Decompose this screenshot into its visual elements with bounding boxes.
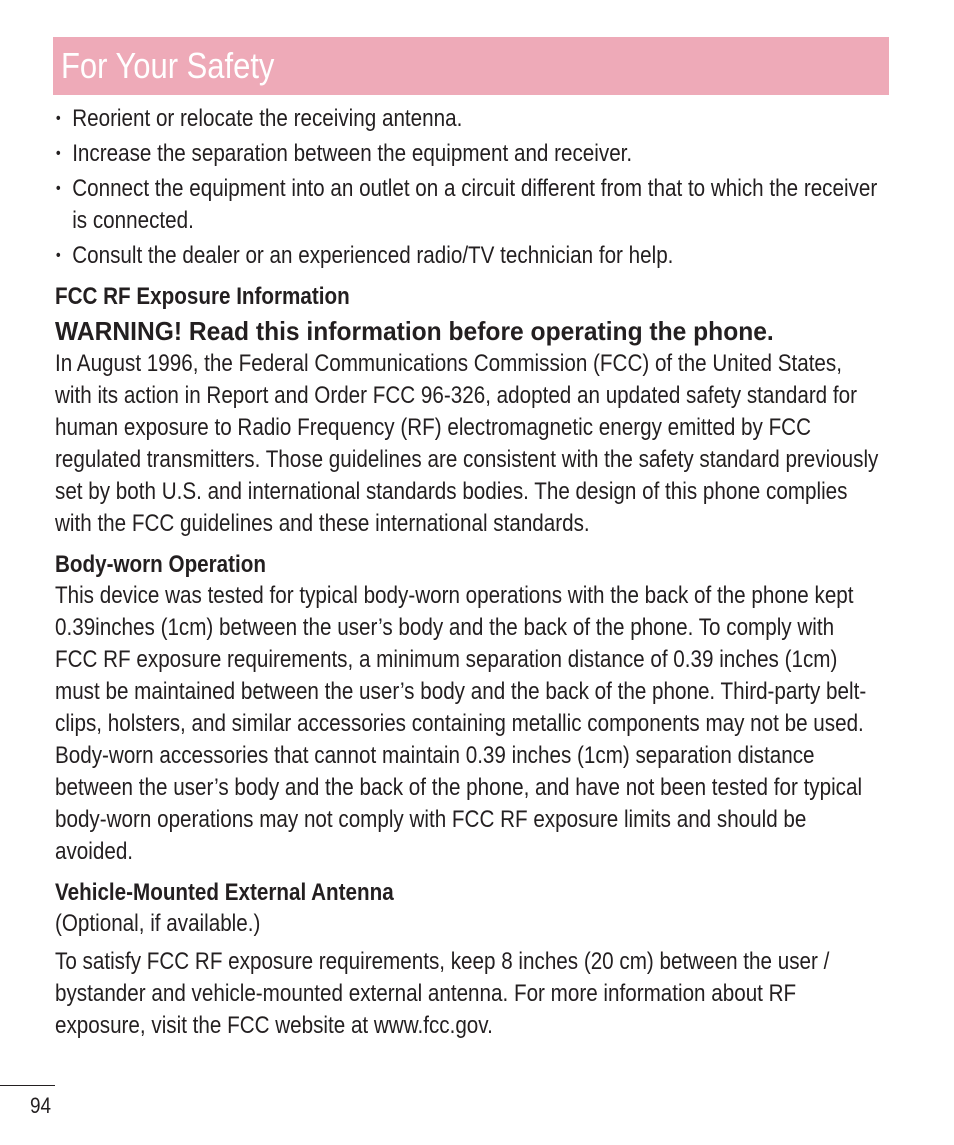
bullet-icon: • [55,110,61,127]
bullet-icon: • [55,145,61,162]
fcc-paragraph: In August 1996, the Federal Communications Commission (FCC) of the United States, with its action in Report and Order FCC 96-326, adopted an updated safety standard for human exposure to Radio Frequency (RF) electromagnetic energy emitted by FCC regulated transmitters. Those guidelines are consistent with the safety standard previously set by both U.S. and international standards bodies. The design of this phone complies with the FCC guidelines and these international standards. [55,350,879,537]
body-worn-paragraph: This device was tested for typical body-worn operations with the back of the phone kept 0.39inches (1cm) between the user’s body and the back of the phone. To comply with FCC RF exposure requirements, a minimum separation distance of 0.39 inches (1cm) must be maintained between the user’s body and the back of the phone. Third-party belt-clips, holsters, and similar accessories containing metallic components may not be used. Body-worn accessories that cannot maintain 0.39 inches (1cm) separation distance between the user’s body and the back of the phone, and have not been tested for typical body-worn operations may not comply with FCC RF exposure limits and should be avoided. [55,582,867,865]
page-number: 94 [30,1093,52,1118]
section-header-bar [53,37,889,95]
list-item-text: Reorient or relocate the receiving antenna. [72,105,463,132]
list-item [55,173,881,237]
list-item-text: Increase the separation between the equipment and receiver. [72,140,633,167]
list-item [55,240,881,272]
footer-rule [0,1085,55,1086]
bullet-list [55,103,881,272]
list-item-text: Connect the equipment into an outlet on a circuit different from that to which the receiver is connected. [72,175,878,234]
vehicle-note: (Optional, if available.) [55,910,261,937]
list-item [55,103,881,135]
bullet-icon: • [55,247,61,264]
list-item-text: Consult the dealer or an experienced radio/TV technician for help. [72,242,674,269]
list-item [55,138,881,170]
bullet-icon: • [55,180,61,197]
vehicle-paragraph: To satisfy FCC RF exposure requirements, keep 8 inches (20 cm) between the user / bystander and vehicle-mounted external antenna. For more information about RF exposure, visit the FCC website at www.fcc.gov. [55,948,830,1039]
vehicle-antenna-heading: Vehicle-Mounted External Antenna [55,879,394,906]
page-content [55,103,881,1042]
body-worn-heading: Body-worn Operation [55,551,266,578]
fcc-heading: FCC RF Exposure Information [55,283,350,310]
warning-text: WARNING! Read this information before operating the phone. [55,316,774,346]
page-title: For Your Safety [61,45,275,86]
